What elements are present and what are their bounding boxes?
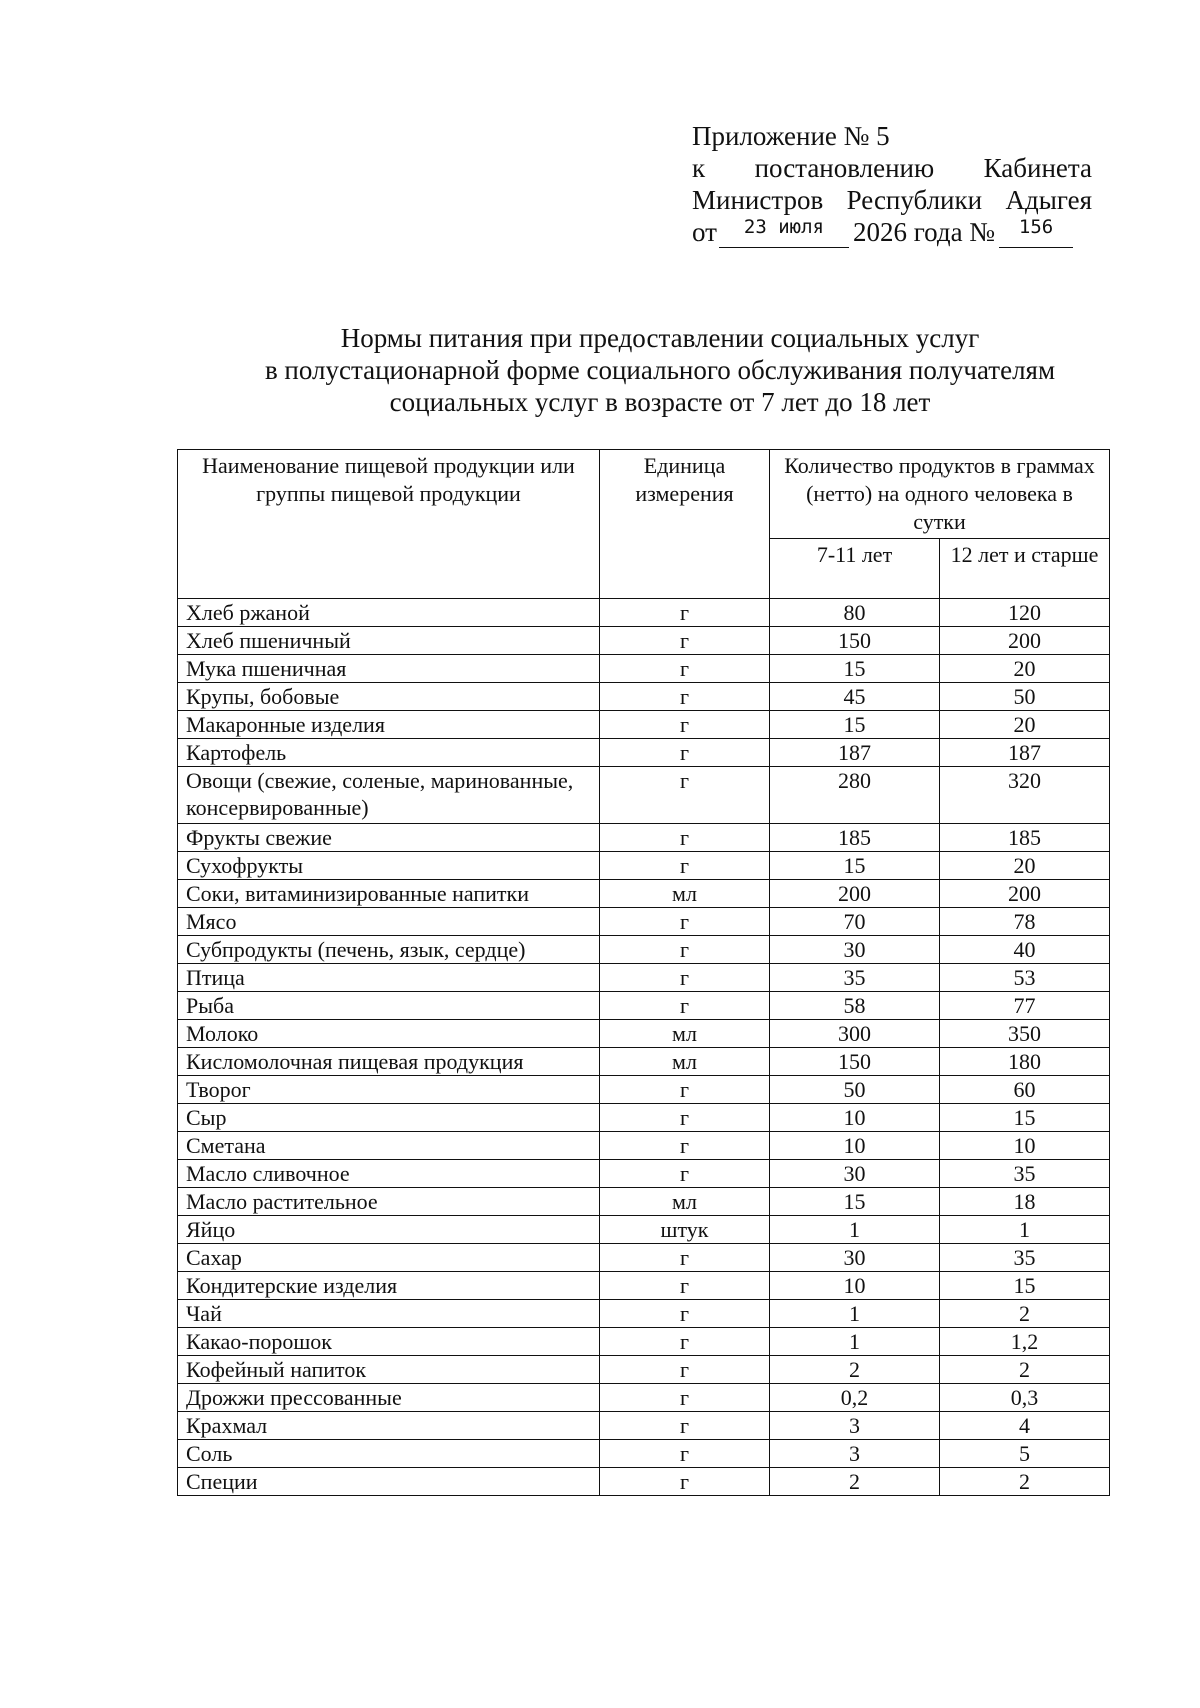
table-row [178, 767, 1110, 824]
value-7-11-cell: 2 [770, 1468, 940, 1496]
value-12-plus-cell: 185 [940, 824, 1110, 852]
value-12-plus-cell: 120 [940, 599, 1110, 627]
product-name-cell: Хлеб пшеничный [178, 627, 600, 655]
product-name-cell: Мука пшеничная [178, 655, 600, 683]
value-7-11-cell: 10 [770, 1272, 940, 1300]
value-7-11-cell: 30 [770, 1160, 940, 1188]
header-quantity: Количество продуктов в граммах (нетто) на одного человека в сутки [770, 450, 1110, 539]
table-row [178, 936, 1110, 964]
unit-cell: г [600, 1076, 770, 1104]
product-name-cell: Масло сливочное [178, 1160, 600, 1188]
unit-cell: г [600, 739, 770, 767]
product-name-cell: Мясо [178, 908, 600, 936]
unit-cell: г [600, 1468, 770, 1496]
value-7-11-cell: 185 [770, 824, 940, 852]
unit-cell: г [600, 767, 770, 824]
value-12-plus-cell: 15 [940, 1104, 1110, 1132]
value-7-11-cell: 15 [770, 711, 940, 739]
product-name-cell: Сухофрукты [178, 852, 600, 880]
value-12-plus-cell: 20 [940, 711, 1110, 739]
table-row [178, 1048, 1110, 1076]
product-name-cell: Кофейный напиток [178, 1356, 600, 1384]
product-name-cell: Масло растительное [178, 1188, 600, 1216]
value-7-11-cell: 10 [770, 1104, 940, 1132]
table-row [178, 1440, 1110, 1468]
table-row [178, 711, 1110, 739]
value-7-11-cell: 15 [770, 655, 940, 683]
value-12-plus-cell: 35 [940, 1160, 1110, 1188]
table-row [178, 908, 1110, 936]
value-12-plus-cell: 60 [940, 1076, 1110, 1104]
unit-cell: г [600, 1244, 770, 1272]
product-name-cell: Сахар [178, 1244, 600, 1272]
table-row [178, 1328, 1110, 1356]
decree-year-label: 2026 года № [852, 217, 996, 247]
appendix-word: Кабинета [983, 153, 1092, 183]
product-name-cell: Картофель [178, 739, 600, 767]
table-row [178, 1468, 1110, 1496]
value-12-plus-cell: 1 [940, 1216, 1110, 1244]
value-7-11-cell: 3 [770, 1440, 940, 1468]
decree-number: 156 [999, 216, 1073, 248]
table-row [178, 1244, 1110, 1272]
value-12-plus-cell: 10 [940, 1132, 1110, 1160]
unit-cell: г [600, 1356, 770, 1384]
value-12-plus-cell: 35 [940, 1244, 1110, 1272]
value-12-plus-cell: 200 [940, 880, 1110, 908]
value-7-11-cell: 300 [770, 1020, 940, 1048]
table-row [178, 739, 1110, 767]
header-unit: Единица измерения [600, 450, 770, 599]
table-row [178, 1412, 1110, 1440]
table-body [178, 599, 1110, 1496]
table-row [178, 1300, 1110, 1328]
value-7-11-cell: 30 [770, 1244, 940, 1272]
value-7-11-cell: 0,2 [770, 1384, 940, 1412]
unit-cell: г [600, 627, 770, 655]
value-12-plus-cell: 187 [940, 739, 1110, 767]
table-row [178, 627, 1110, 655]
value-12-plus-cell: 2 [940, 1356, 1110, 1384]
value-12-plus-cell: 77 [940, 992, 1110, 1020]
product-name-cell: Хлеб ржаной [178, 599, 600, 627]
value-12-plus-cell: 1,2 [940, 1328, 1110, 1356]
table-row [178, 824, 1110, 852]
value-7-11-cell: 200 [770, 880, 940, 908]
value-7-11-cell: 2 [770, 1356, 940, 1384]
product-name-cell: Овощи (свежие, соленые, маринованные, консервированные) [178, 767, 600, 824]
product-name-cell: Молоко [178, 1020, 600, 1048]
product-name-cell: Птица [178, 964, 600, 992]
value-7-11-cell: 280 [770, 767, 940, 824]
table-row [178, 1076, 1110, 1104]
product-name-cell: Творог [178, 1076, 600, 1104]
product-name-cell: Сметана [178, 1132, 600, 1160]
value-12-plus-cell: 20 [940, 655, 1110, 683]
product-name-cell: Соль [178, 1440, 600, 1468]
value-7-11-cell: 150 [770, 1048, 940, 1076]
unit-cell: г [600, 683, 770, 711]
document-title [160, 322, 1160, 418]
product-name-cell: Фрукты свежие [178, 824, 600, 852]
product-name-cell: Кисломолочная пищевая продукция [178, 1048, 600, 1076]
appendix-word: постановлению [754, 153, 935, 183]
appendix-block [692, 120, 1092, 248]
appendix-word: Адыгея [1005, 185, 1092, 215]
product-name-cell: Дрожжи прессованные [178, 1384, 600, 1412]
unit-cell: г [600, 1440, 770, 1468]
product-name-cell: Крупы, бобовые [178, 683, 600, 711]
value-7-11-cell: 150 [770, 627, 940, 655]
product-name-cell: Сыр [178, 1104, 600, 1132]
product-name-cell: Какао-порошок [178, 1328, 600, 1356]
value-7-11-cell: 15 [770, 852, 940, 880]
unit-cell: мл [600, 1020, 770, 1048]
unit-cell: г [600, 1328, 770, 1356]
value-7-11-cell: 1 [770, 1300, 940, 1328]
appendix-word: Республики [846, 185, 983, 215]
value-12-plus-cell: 200 [940, 627, 1110, 655]
nutrition-norms-table [177, 449, 1110, 1496]
appendix-line-3 [692, 184, 1092, 216]
appendix-word: к [692, 153, 706, 183]
table-row [178, 1160, 1110, 1188]
value-12-plus-cell: 50 [940, 683, 1110, 711]
product-name-cell: Макаронные изделия [178, 711, 600, 739]
value-12-plus-cell: 5 [940, 1440, 1110, 1468]
unit-cell: г [600, 936, 770, 964]
value-7-11-cell: 3 [770, 1412, 940, 1440]
table-row [178, 655, 1110, 683]
product-name-cell: Соки, витаминизированные напитки [178, 880, 600, 908]
table-row [178, 852, 1110, 880]
decree-date: 23 июля [719, 216, 849, 248]
unit-cell: г [600, 711, 770, 739]
table-row [178, 1216, 1110, 1244]
unit-cell: г [600, 992, 770, 1020]
unit-cell: г [600, 1384, 770, 1412]
product-name-cell: Кондитерские изделия [178, 1272, 600, 1300]
unit-cell: г [600, 964, 770, 992]
value-12-plus-cell: 18 [940, 1188, 1110, 1216]
header-product-name: Наименование пищевой продукции или группы пищевой продукции [178, 450, 600, 599]
appendix-date-line [692, 216, 1092, 248]
unit-cell: г [600, 1412, 770, 1440]
appendix-word: Министров [692, 185, 824, 215]
product-name-cell: Рыба [178, 992, 600, 1020]
value-12-plus-cell: 2 [940, 1468, 1110, 1496]
value-12-plus-cell: 320 [940, 767, 1110, 824]
header-age-12-plus: 12 лет и старше [940, 539, 1110, 599]
product-name-cell: Яйцо [178, 1216, 600, 1244]
unit-cell: г [600, 1104, 770, 1132]
value-7-11-cell: 35 [770, 964, 940, 992]
table-row [178, 1104, 1110, 1132]
unit-cell: г [600, 1300, 770, 1328]
value-12-plus-cell: 20 [940, 852, 1110, 880]
value-7-11-cell: 45 [770, 683, 940, 711]
value-7-11-cell: 58 [770, 992, 940, 1020]
title-line-3: социальных услуг в возрасте от 7 лет до 18 лет [389, 387, 931, 417]
unit-cell: мл [600, 880, 770, 908]
unit-cell: г [600, 1160, 770, 1188]
value-7-11-cell: 70 [770, 908, 940, 936]
appendix-line-2 [692, 152, 1092, 184]
table-row [178, 1356, 1110, 1384]
unit-cell: г [600, 908, 770, 936]
table-row [178, 599, 1110, 627]
table-row [178, 964, 1110, 992]
unit-cell: г [600, 655, 770, 683]
value-7-11-cell: 187 [770, 739, 940, 767]
product-name-cell: Специи [178, 1468, 600, 1496]
unit-cell: г [600, 852, 770, 880]
table-row [178, 1020, 1110, 1048]
unit-cell: штук [600, 1216, 770, 1244]
value-12-plus-cell: 4 [940, 1412, 1110, 1440]
title-line-1: Нормы питания при предоставлении социальных услуг [340, 323, 980, 353]
appendix-line-1: Приложение № 5 [692, 121, 890, 151]
product-name-cell: Субпродукты (печень, язык, сердце) [178, 936, 600, 964]
table-row [178, 683, 1110, 711]
table-row [178, 1188, 1110, 1216]
value-12-plus-cell: 40 [940, 936, 1110, 964]
value-7-11-cell: 50 [770, 1076, 940, 1104]
unit-cell: г [600, 824, 770, 852]
value-7-11-cell: 80 [770, 599, 940, 627]
value-12-plus-cell: 2 [940, 1300, 1110, 1328]
value-12-plus-cell: 53 [940, 964, 1110, 992]
date-prefix: от [692, 217, 717, 247]
title-line-2: в полустационарной форме социального обслуживания получателям [264, 355, 1056, 385]
value-7-11-cell: 30 [770, 936, 940, 964]
value-7-11-cell: 15 [770, 1188, 940, 1216]
unit-cell: мл [600, 1188, 770, 1216]
product-name-cell: Крахмал [178, 1412, 600, 1440]
header-age-7-11: 7-11 лет [770, 539, 940, 599]
table-row [178, 992, 1110, 1020]
unit-cell: мл [600, 1048, 770, 1076]
product-name-cell: Чай [178, 1300, 600, 1328]
table-row [178, 1272, 1110, 1300]
table-row [178, 1132, 1110, 1160]
unit-cell: г [600, 1272, 770, 1300]
value-12-plus-cell: 15 [940, 1272, 1110, 1300]
value-12-plus-cell: 0,3 [940, 1384, 1110, 1412]
unit-cell: г [600, 599, 770, 627]
value-7-11-cell: 10 [770, 1132, 940, 1160]
value-7-11-cell: 1 [770, 1216, 940, 1244]
unit-cell: г [600, 1132, 770, 1160]
value-12-plus-cell: 78 [940, 908, 1110, 936]
value-12-plus-cell: 350 [940, 1020, 1110, 1048]
table-row [178, 1384, 1110, 1412]
table-row [178, 880, 1110, 908]
value-12-plus-cell: 180 [940, 1048, 1110, 1076]
value-7-11-cell: 1 [770, 1328, 940, 1356]
